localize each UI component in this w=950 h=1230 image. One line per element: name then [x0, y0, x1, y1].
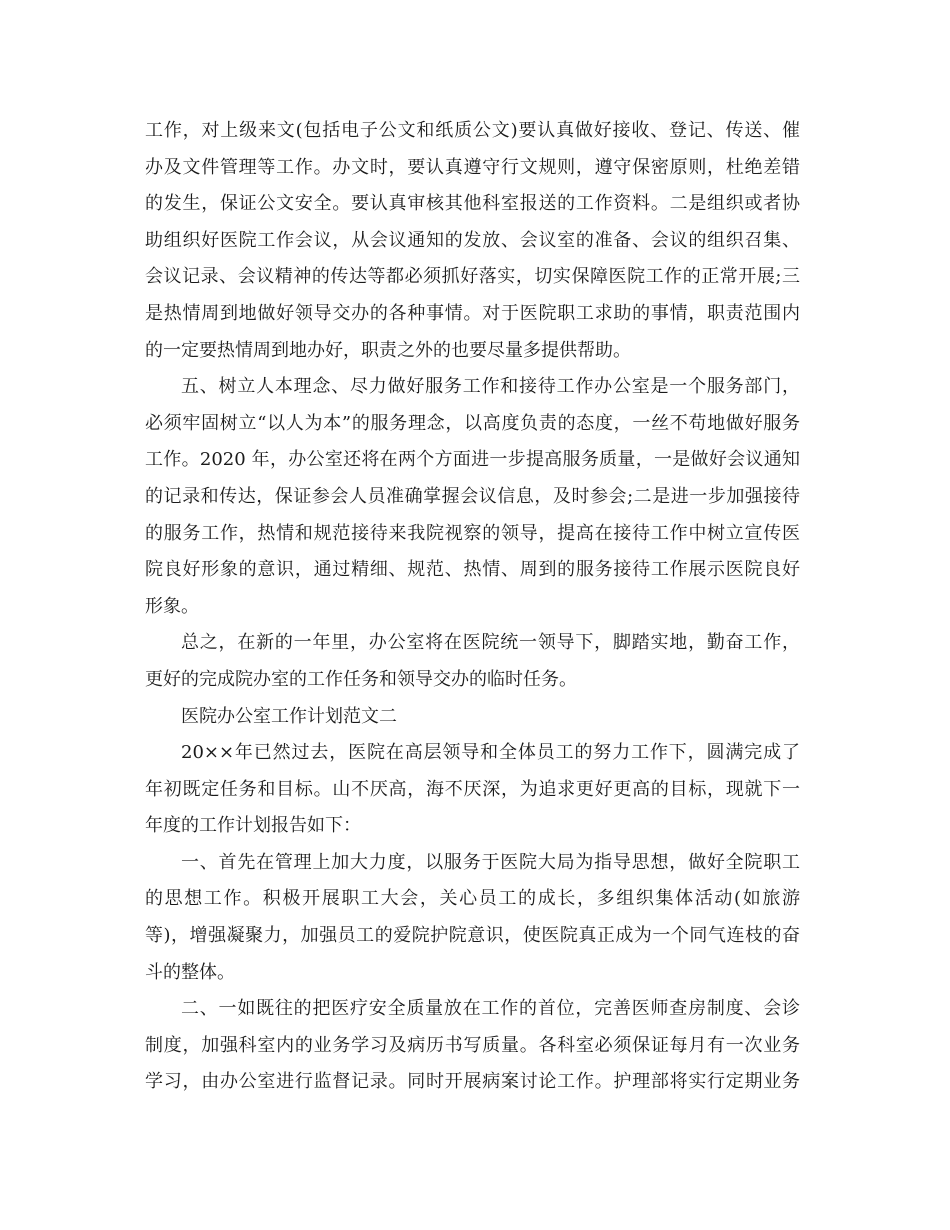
text-line: 等)，增强凝聚力，加强员工的爱院护院意识，使医院真正成为一个同气连枝的奋	[145, 925, 800, 947]
text-line: 一、首先在管理上加大力度，以服务于医院大局为指导思想，做好全院职工	[181, 851, 800, 873]
text-line: 更好的完成院办室的工作任务和领导交办的临时任务。	[145, 668, 577, 690]
paragraph-summary	[145, 625, 800, 698]
text-line: 总之，在新的一年里，办公室将在医院统一领导下，脚踏实地，勤奋工作，	[181, 632, 800, 654]
paragraph-medical-safety	[145, 991, 800, 1101]
text-line: 助组织好医院工作会议，从会议通知的发放、会议室的准备、会议的组织召集、	[145, 229, 800, 251]
section-title: 医院办公室工作计划范文二	[181, 705, 397, 727]
text-line: 二、一如既往的把医疗安全质量放在工作的首位，完善医师查房制度、会诊	[181, 998, 800, 1020]
text-line: 办及文件管理等工作。办文时，要认真遵守行文规则，遵守保密原则，杜绝差错	[145, 156, 800, 178]
section-heading	[145, 699, 800, 736]
paragraph-document-handling	[145, 113, 800, 369]
document-body	[145, 113, 800, 1101]
paragraph-service-work	[145, 369, 800, 625]
text-line: 斗的整体。	[145, 961, 235, 983]
paragraph-management	[145, 845, 800, 991]
text-line: 学习，由办公室进行监督记录。同时开展病案讨论工作。护理部将实行定期业务	[145, 1071, 800, 1093]
text-line: 院良好形象的意识，通过精细、规范、热情、周到的服务接待工作展示医院良好	[145, 559, 800, 581]
text-line: 工作。2020 年，办公室还将在两个方面进一步提高服务质量，一是做好会议通知	[145, 449, 800, 471]
text-line: 的服务工作，热情和规范接待来我院视察的领导，提高在接待工作中树立宣传医	[145, 522, 800, 544]
text-line: 年初既定任务和目标。山不厌高，海不厌深，为追求更好更高的目标，现就下一	[145, 778, 800, 800]
text-line: 的记录和传达，保证参会人员准确掌握会议信息，及时参会;二是进一步加强接待	[145, 485, 800, 507]
text-line: 是热情周到地做好领导交办的各种事情。对于医院职工求助的事情，职责范围内	[145, 302, 800, 324]
text-line: 制度，加强科室内的业务学习及病历书写质量。各科室必须保证每月有一次业务	[145, 1034, 800, 1056]
text-line: 形象。	[145, 595, 199, 617]
text-line: 会议记录、会议精神的传达等都必须抓好落实，切实保障医院工作的正常开展;三	[145, 266, 800, 288]
text-line: 必须牢固树立“以人为本”的服务理念，以高度负责的态度，一丝不苟地做好服务	[145, 412, 800, 434]
text-line: 20××年已然过去，医院在高层领导和全体员工的努力工作下，圆满完成了	[181, 742, 800, 764]
text-line: 的思想工作。积极开展职工大会，关心员工的成长，多组织集体活动(如旅游	[145, 888, 800, 910]
paragraph-intro	[145, 735, 800, 845]
text-line: 的发生，保证公文安全。要认真审核其他科室报送的工作资料。二是组织或者协	[145, 193, 800, 215]
text-line: 工作，对上级来文(包括电子公文和纸质公文)要认真做好接收、登记、传送、催	[145, 120, 800, 141]
text-line: 五、树立人本理念、尽力做好服务工作和接待工作办公室是一个服务部门，	[181, 376, 800, 398]
text-line: 年度的工作计划报告如下：	[145, 815, 361, 837]
text-line: 的一定要热情周到地办好，职责之外的也要尽量多提供帮助。	[145, 339, 631, 361]
